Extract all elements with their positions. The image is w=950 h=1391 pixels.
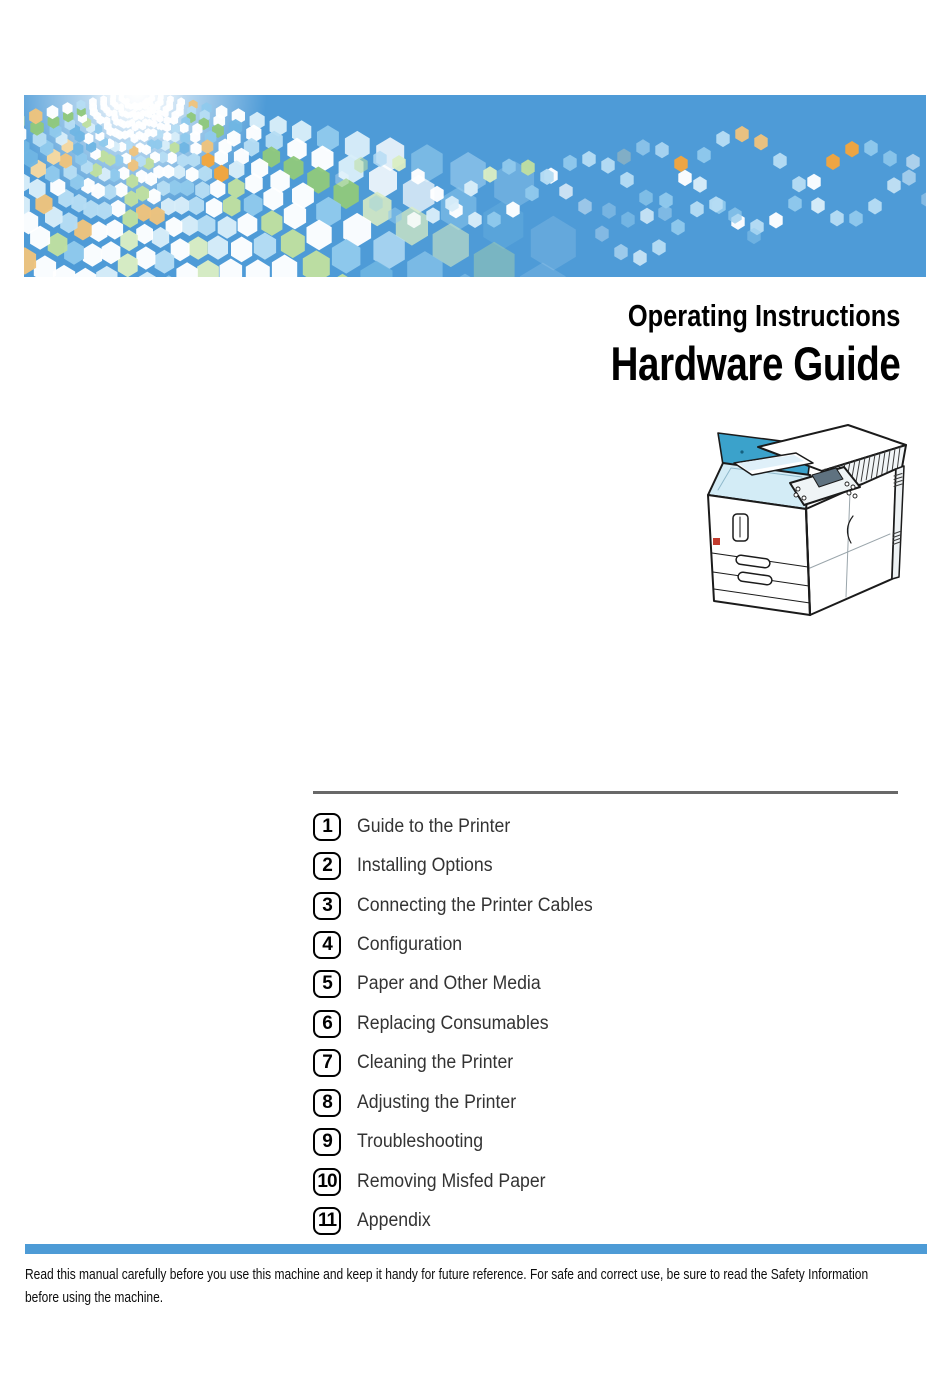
doc-series-title: Operating Instructions bbox=[627, 298, 900, 333]
chapter-number-badge: 4 bbox=[313, 931, 341, 959]
toc-item bbox=[313, 1201, 610, 1240]
toc-item bbox=[313, 1083, 610, 1122]
chapter-label: Guide to the Printer bbox=[357, 815, 511, 837]
footer-notice bbox=[25, 1263, 929, 1309]
chapter-label: Replacing Consumables bbox=[357, 1012, 549, 1034]
chapter-number-badge: 8 bbox=[313, 1089, 341, 1117]
printer-illustration bbox=[700, 416, 936, 622]
chapter-number-badge: 9 bbox=[313, 1128, 341, 1156]
toc-item bbox=[313, 1044, 610, 1083]
toc-item bbox=[313, 807, 610, 846]
toc-item bbox=[313, 1004, 610, 1043]
footer-notice-line: Read this manual carefully before you use this machine and keep it handy for future reference. For safe and correct use, be sure to read the Safety Information bbox=[25, 1266, 869, 1283]
toc-item bbox=[313, 886, 610, 925]
toc-list bbox=[313, 807, 610, 1241]
chapter-label: Troubleshooting bbox=[357, 1131, 484, 1153]
printer-logo-chip bbox=[713, 538, 720, 545]
title-block bbox=[610, 299, 900, 390]
chapter-number-badge: 1 bbox=[313, 813, 341, 841]
chapter-label: Appendix bbox=[357, 1210, 431, 1232]
doc-title: Hardware Guide bbox=[610, 337, 900, 390]
chapter-number-badge: 2 bbox=[313, 852, 341, 880]
chapter-label: Installing Options bbox=[357, 855, 493, 877]
footer-accent-bar bbox=[25, 1244, 927, 1254]
toc-item bbox=[313, 1123, 610, 1162]
chapter-number-badge: 10 bbox=[313, 1168, 341, 1196]
chapter-number-badge: 6 bbox=[313, 1010, 341, 1038]
toc-item bbox=[313, 925, 610, 964]
chapter-label: Cleaning the Printer bbox=[357, 1052, 514, 1074]
chapter-label: Paper and Other Media bbox=[357, 973, 541, 995]
chapter-label: Configuration bbox=[357, 934, 463, 956]
toc-divider-line bbox=[313, 791, 898, 794]
toc-item bbox=[313, 846, 610, 885]
printer-front-panel bbox=[708, 495, 810, 615]
chapter-number-badge: 3 bbox=[313, 892, 341, 920]
chapter-number-badge: 7 bbox=[313, 1049, 341, 1077]
chapter-label: Removing Misfed Paper bbox=[357, 1170, 546, 1192]
footer-notice-line: before using the machine. bbox=[25, 1289, 164, 1306]
chapter-number-badge: 5 bbox=[313, 970, 341, 998]
toc-item bbox=[313, 1162, 610, 1201]
toc-item bbox=[313, 965, 610, 1004]
chapter-number-badge: 11 bbox=[313, 1207, 341, 1235]
chapter-label: Adjusting the Printer bbox=[357, 1091, 517, 1113]
cover-banner bbox=[24, 95, 926, 277]
chapter-label: Connecting the Printer Cables bbox=[357, 894, 593, 916]
hexagon-pattern-graphic bbox=[24, 95, 926, 277]
